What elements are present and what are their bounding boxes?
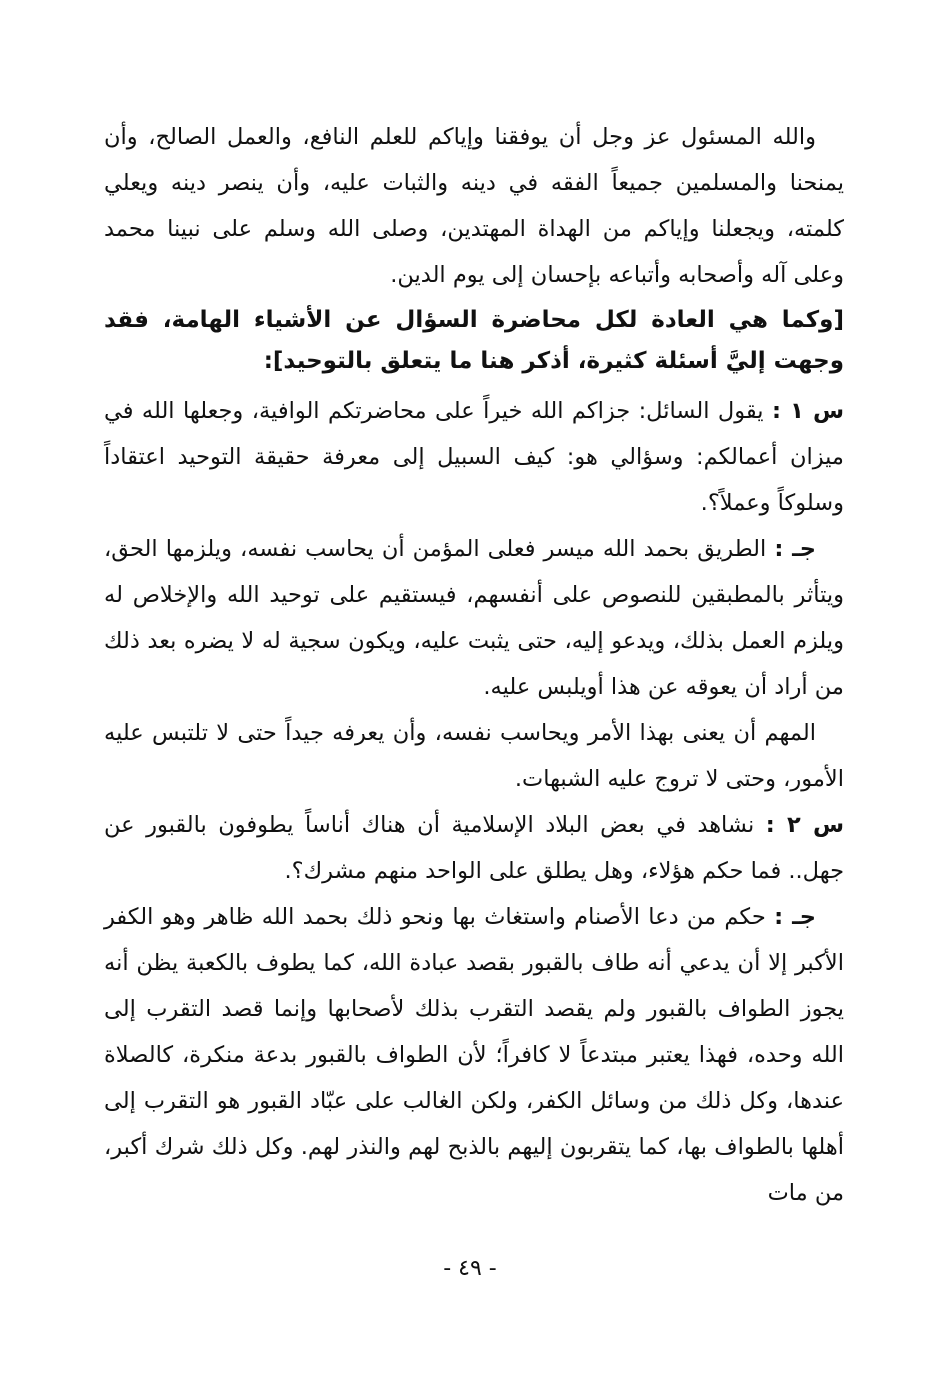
question-text: نشاهد في بعض البلاد الإسلامية أن هناك أناساً يطوفون بالقبور عن جهل.. فما حكم هؤلاء، وهل يطلق على الواحد منهم مشرك؟. xyxy=(104,812,844,884)
paragraph-text: والله المسئول عز وجل أن يوفقنا وإياكم للعلم النافع، والعمل الصالح، وأن يمنحنا والمسلمين جميعاً الفقه في دينه والثبات عليه، وأن ينصر دينه ويعلي كلمته، ويجعلنا وإياكم من الهداة المهتدين، وصلى الله وسلم على نبينا محمد وعلى آله وأصحابه وأتباعه بإحسان إلى يوم الدين. xyxy=(104,124,844,288)
answer-text: الطريق بحمد الله ميسر فعلى المؤمن أن يحاسب نفسه، ويلزمها الحق، ويتأثر بالمطبقين للنصوص على أنفسهم، فيستقيم على توحيد الله والإخلاص له ويلزم العمل بذلك، ويدعو إليه، حتى يثبت عليه، ويكون سجية له لا يضره بعد ذلك من أراد أن يعوقه عن هذا أويلبس عليه. xyxy=(104,536,844,700)
question-2-paragraph xyxy=(104,802,844,894)
paragraph-text: المهم أن يعنى بهذا الأمر ويحاسب نفسه، وأن يعرفه جيداً حتى لا تلتبس عليه الأمور، وحتى لا تروج عليه الشبهات. xyxy=(104,720,844,792)
closing-supplication-paragraph xyxy=(104,114,844,298)
answer-label: جـ : xyxy=(774,536,816,562)
section-heading xyxy=(104,300,844,382)
heading-text: [وكما هي العادة لكل محاضرة السؤال عن الأشياء الهامة، فقد وجهت إليَّ أسئلة كثيرة، أذكر هنا ما يتعلق بالتوحيد]: xyxy=(104,307,844,374)
answer-1-continuation-paragraph xyxy=(104,710,844,802)
answer-text: حكم من دعا الأصنام واستغاث بها ونحو ذلك بحمد الله ظاهر وهو الكفر الأكبر إلا أن يدعي أنه طاف بالقبور بقصد عبادة الله، كما يطوف بالكعبة يظن أنه يجوز الطواف بالقبور ولم يقصد التقرب بذلك لأصحابها وإنما قصد التقرب إلى الله وحده، فهذا يعتبر مبتدعاً لا كافراً؛ لأن الطواف بالقبور بدعة منكرة، كالصلاة عندها، وكل ذلك من وسائل الكفر، ولكن الغالب على عبّاد القبور هو التقرب إلى أهلها بالطواف بها، كما يتقربون إليهم بالذبح لهم والنذر لهم. وكل ذلك شرك أكبر، من مات xyxy=(104,904,844,1206)
page-number: - ٤٩ - xyxy=(443,1256,497,1281)
question-text: يقول السائل: جزاكم الله خيراً على محاضرتكم الوافية، وجعلها الله في ميزان أعمالكم: وسؤالي هو: كيف السبيل إلى معرفة حقيقة التوحيد اعتقاداً وسلوكاً وعملاً؟. xyxy=(104,398,844,516)
question-1-paragraph xyxy=(104,388,844,526)
answer-2-paragraph xyxy=(104,894,844,1216)
page-text-body xyxy=(104,114,844,1216)
answer-1-paragraph xyxy=(104,526,844,710)
question-label: س ٢ : xyxy=(765,812,844,838)
answer-label: جـ : xyxy=(774,904,816,930)
question-label: س ١ : xyxy=(772,398,844,424)
